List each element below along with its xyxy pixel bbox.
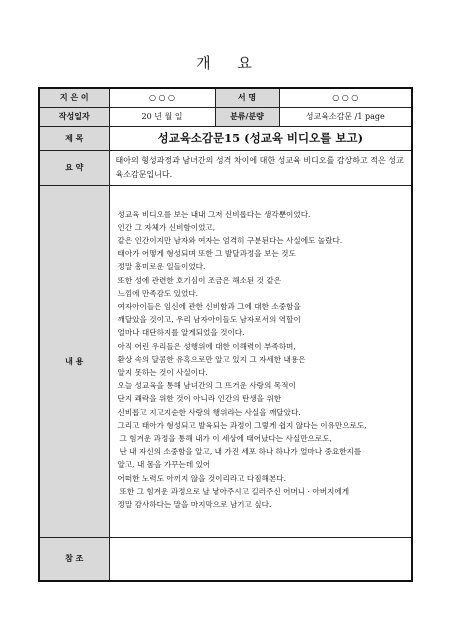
content-line: 성교육 비디오를 보는 내내 그저 신비롭다는 생각뿐이었다. [117, 209, 311, 219]
content-line: 단지 쾌락을 위한 것이 아니라 인간의 탄생을 위한 [117, 394, 282, 404]
summary-value: 태아의 형성과정과 남녀간의 성격 차이에 대한 성교육 비디오를 감상하고 적은 성교육소감문입니다. [109, 150, 412, 185]
reference-value [109, 537, 412, 581]
content-line: 알고, 내 몸을 가꾸는데 있어 [117, 460, 211, 470]
content-line: 그 힘겨운 과정을 통해 내가 이 세상에 태어났다는 사실만으로도, [119, 433, 332, 443]
content-line: 정말 감사하다는 말을 마지막으로 남기고 싶다. [117, 499, 272, 509]
subject-value: 성교육소감문15 (성교육 비디오를 보고) [109, 126, 412, 150]
content-line: 느낌에 만족감도 있었다. [117, 288, 199, 298]
subject-label: 제 목 [39, 126, 109, 150]
reference-label: 참 조 [39, 537, 109, 581]
content-line: 정말 흥미로운 일들이었다. [117, 262, 206, 272]
content-line: 신비롭고 지고지순한 사랑의 행위라는 사실을 깨달았다. [117, 407, 301, 417]
content-line: 알지 못하는 것이 사실이다. [117, 367, 208, 377]
content-line: 아직 어린 우리들은 성행위에 대한 이해력이 부족하며, [117, 341, 296, 351]
date-row [39, 107, 412, 126]
content-line: 어떠한 노력도 아끼지 않을 것이리라고 다짐해본다. [117, 473, 287, 483]
author-value: ○ ○ ○ [109, 88, 215, 107]
page-title: 개 요 [196, 54, 254, 72]
summary-row [39, 150, 412, 185]
report-form-table [38, 87, 413, 582]
content-line: 여자아이들은 임신에 관한 신비함과 그에 대한 소중함을 [117, 301, 301, 311]
category-label: 분류/분량 [215, 107, 279, 126]
content-body [109, 185, 412, 537]
content-line: 같은 인간이지만 남자와 여자는 엄격히 구분된다는 사실에도 놀랐다. [117, 235, 343, 245]
content-line: 또한 그 힘겨운 과정으로 날 낳아주시고 길러주신 어머니 · 아버지에게 [119, 486, 350, 496]
reference-row [39, 537, 412, 581]
category-value: 성교육소감문 /1 page [279, 107, 412, 126]
subject-row [39, 126, 412, 150]
author-row [39, 88, 412, 107]
content-line: 난 내 자신의 소중함을 알고, 내 가진 세포 하나 하나가 얼마나 중요한지를 [119, 447, 362, 457]
content-line: 오늘 성교육을 통해 남녀간의 그 뜨거운 사랑의 목적이 [117, 381, 296, 391]
content-line: 깨달았을 것이고, 우리 남자아이들도 남자로서의 역할이 [117, 315, 301, 325]
content-line: 그리고 태아가 형성되고 발육되는 과정이 그렇게 쉽지 않다는 이유만으로도, [117, 420, 367, 430]
summary-label: 요 약 [39, 150, 109, 185]
content-line: 태아가 어떻게 형성되며 또한 그 발달과정을 보는 것도 [117, 249, 296, 259]
content-line: 인간 그 자체가 신비함이었고, [117, 222, 216, 232]
author-label: 지 은 이 [39, 88, 109, 107]
writer-label: 서 명 [215, 88, 279, 107]
content-line: 얼마나 대단하지를 알게되었을 것이다. [117, 328, 245, 338]
content-line: 또한 성에 관련한 호기심이 조금은 해소된 것 같은 [117, 275, 282, 285]
content-row [39, 185, 412, 537]
content-line: 환상 속의 달콤한 유혹으로만 알고 있지 그 자세한 내용은 [117, 354, 306, 364]
date-label: 작성일자 [39, 107, 109, 126]
date-value: 20 년 월 일 [109, 107, 215, 126]
content-label: 내 용 [39, 185, 109, 537]
writer-value: ○ ○ ○ [279, 88, 412, 107]
